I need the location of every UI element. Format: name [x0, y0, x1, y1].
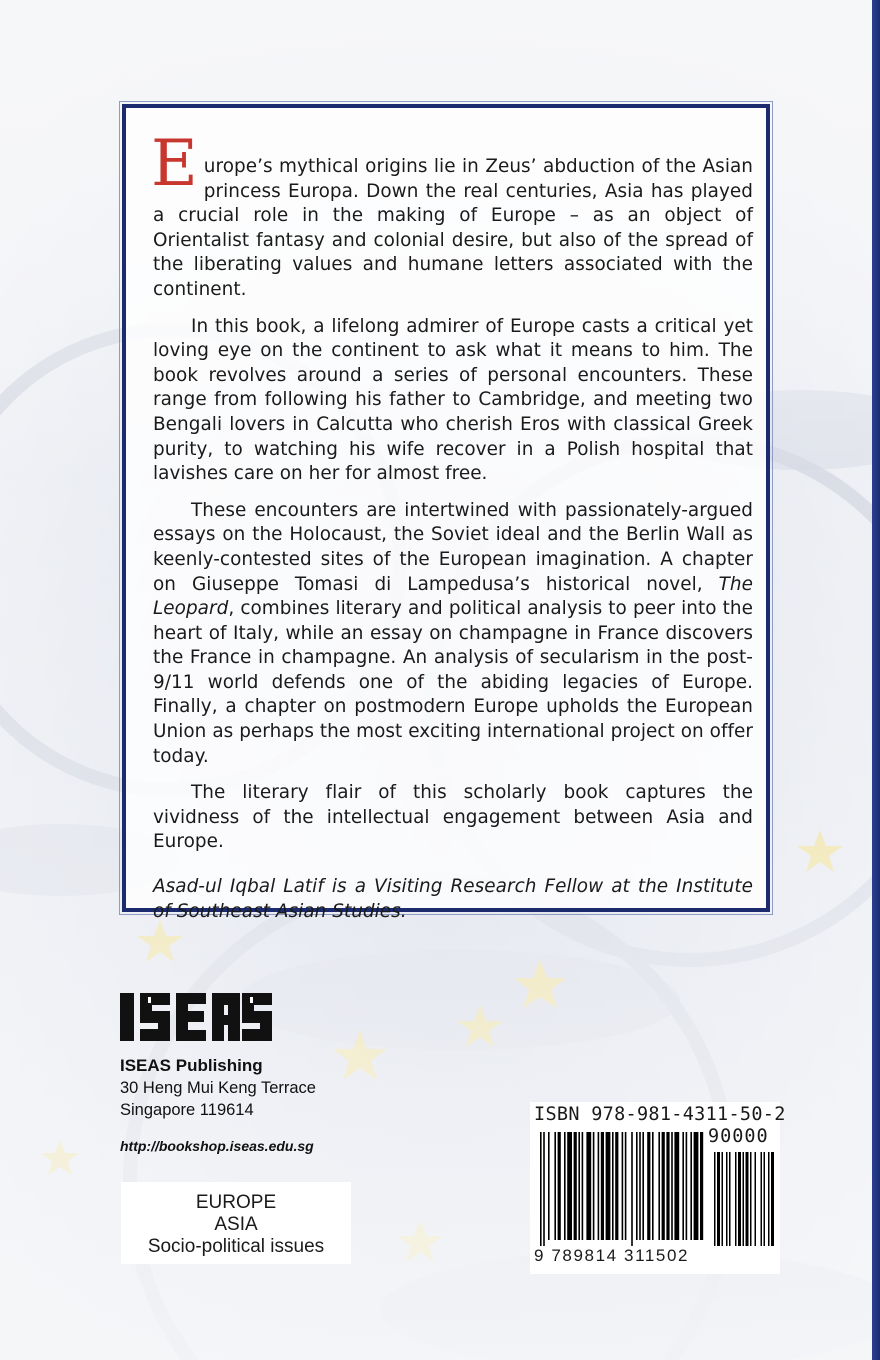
blurb-box [122, 104, 770, 922]
barcode-bar [540, 1132, 542, 1246]
category-box [121, 1182, 351, 1264]
iseas-logo [120, 993, 272, 1041]
ean-digits: 9 789814 311502 [534, 1246, 690, 1265]
author-bio: Asad-ul Iqbal Latif is a Visiting Research Fellow at the Institute of Southeast Asian Studies. [153, 876, 753, 922]
spine-edge [872, 0, 880, 1360]
barcode-bar [567, 1132, 572, 1240]
barcode-bars [534, 1126, 778, 1246]
addon-bar [726, 1152, 728, 1246]
blurb-paragraph-3-start: These encounters are intertwined with passionately-argued essays on the Holocaust, the Soviet ideal and the Berlin Wall as keenly-contested sites of the European imagination. A chapter on Giuseppe Tomasi di Lampedusa’s historical novel, [153, 499, 753, 595]
book-title-reference: The Leopard [153, 573, 753, 620]
barcode-bar [543, 1132, 545, 1246]
blurb-text [151, 127, 753, 936]
publisher-name: ISEAS Publishing [120, 1056, 263, 1075]
addon-bar [771, 1152, 774, 1246]
addon-bar [729, 1152, 731, 1246]
barcode-bar [574, 1132, 577, 1240]
isbn-label: ISBN 978-981-4311-50-2 [534, 1104, 786, 1125]
blurb-paragraph-1 [151, 127, 753, 303]
barcode-bar [558, 1132, 561, 1240]
barcode-bar [631, 1132, 633, 1246]
barcode-bar [593, 1132, 595, 1240]
category-socio-political: Socio-political issues [147, 1236, 325, 1257]
publisher-info [120, 1055, 316, 1157]
blurb-paragraph-1-text: urope’s mythical origins lie in Zeus’ abduction of the Asian princess Europa. Down the real centuries, Asia has played a crucial role in the making of Europe – as an object of Orientalist fantasy and colonial desire, but also of the spread of the liberating values and humane letters associated with the continent. [153, 156, 753, 300]
barcode-bar [682, 1132, 684, 1240]
barcode-bar [674, 1132, 679, 1240]
barcode-bar [578, 1132, 580, 1240]
barcode-bar [548, 1132, 550, 1240]
barcode-bar [612, 1132, 614, 1240]
barcode-bar [615, 1132, 618, 1240]
publisher-url[interactable]: http://bookshop.iseas.edu.sg [120, 1138, 314, 1154]
barcode-bar [582, 1132, 584, 1240]
barcode-bar [554, 1132, 556, 1240]
addon-bar [750, 1152, 752, 1246]
addon-bar [768, 1152, 770, 1246]
blurb-paragraph-4: The literary flair of this scholarly book captures the vividness of the intellectual engagement between Asia and Europe. [153, 782, 753, 853]
barcode-bar [636, 1132, 638, 1240]
blurb-paragraph-3 [153, 499, 753, 770]
barcode-bar [647, 1132, 650, 1240]
addon-bar [735, 1152, 737, 1246]
barcode-bar [642, 1132, 644, 1240]
addon-bar [761, 1152, 763, 1246]
barcode-bar [586, 1132, 591, 1240]
addon-bar [714, 1152, 716, 1246]
barcode-bar [700, 1132, 703, 1240]
price-code: 90000 [708, 1126, 769, 1147]
category-europe: EUROPE [195, 1192, 277, 1213]
barcode-bar [662, 1132, 665, 1240]
barcode-bar [598, 1132, 600, 1240]
addon-bar [722, 1152, 724, 1246]
barcode-bar [564, 1132, 566, 1240]
blurb-paragraph-2: In this book, a lifelong admirer of Europe casts a critical yet loving eye on the continent to ask what it means to him. The book revolves around a series of personal encounters. These range from following his father to Cambridge, and meeting two Bengali lovers in Calcutta who cherish Eros with classical Greek purity, to watching his wife recover in a Polish hospital that lavishes care on her for almost free. [153, 315, 753, 485]
barcode-box [530, 1102, 786, 1274]
barcode-bar [690, 1132, 692, 1240]
addon-bar [743, 1152, 745, 1246]
barcode-bar [625, 1132, 627, 1240]
barcode-bar [686, 1132, 688, 1240]
addon-bar [746, 1152, 749, 1246]
publisher-address-line-2: Singapore 119614 [120, 1101, 254, 1119]
barcode-bar [666, 1132, 669, 1240]
addon-bar [717, 1152, 720, 1246]
barcode-bar [694, 1132, 699, 1240]
barcode-bar [606, 1132, 611, 1240]
barcode-bar [652, 1132, 654, 1240]
barcode-bar [622, 1132, 624, 1240]
addon-bar [755, 1152, 757, 1246]
barcode-bar [639, 1132, 641, 1240]
barcode-bar [601, 1132, 604, 1240]
addon-bar [764, 1152, 766, 1246]
barcode-bar [671, 1132, 673, 1240]
publisher-address-line-1: 30 Heng Mui Keng Terrace [120, 1079, 316, 1097]
dropcap-letter: E [151, 127, 198, 201]
category-asia: ASIA [214, 1214, 258, 1235]
addon-bar [738, 1152, 741, 1246]
barcode-bar [658, 1132, 660, 1240]
blurb-paragraph-3-end: , combines literary and political analysis to peer into the heart of Italy, while an essay on champagne in France discovers the France in champagne. An analysis of secularism in the post-9/11 world defends one of the abiding legacies of Europe. Finally, a chapter on postmodern Europe upholds the European Union as perhaps the most exciting international project on offer today. [153, 598, 753, 767]
